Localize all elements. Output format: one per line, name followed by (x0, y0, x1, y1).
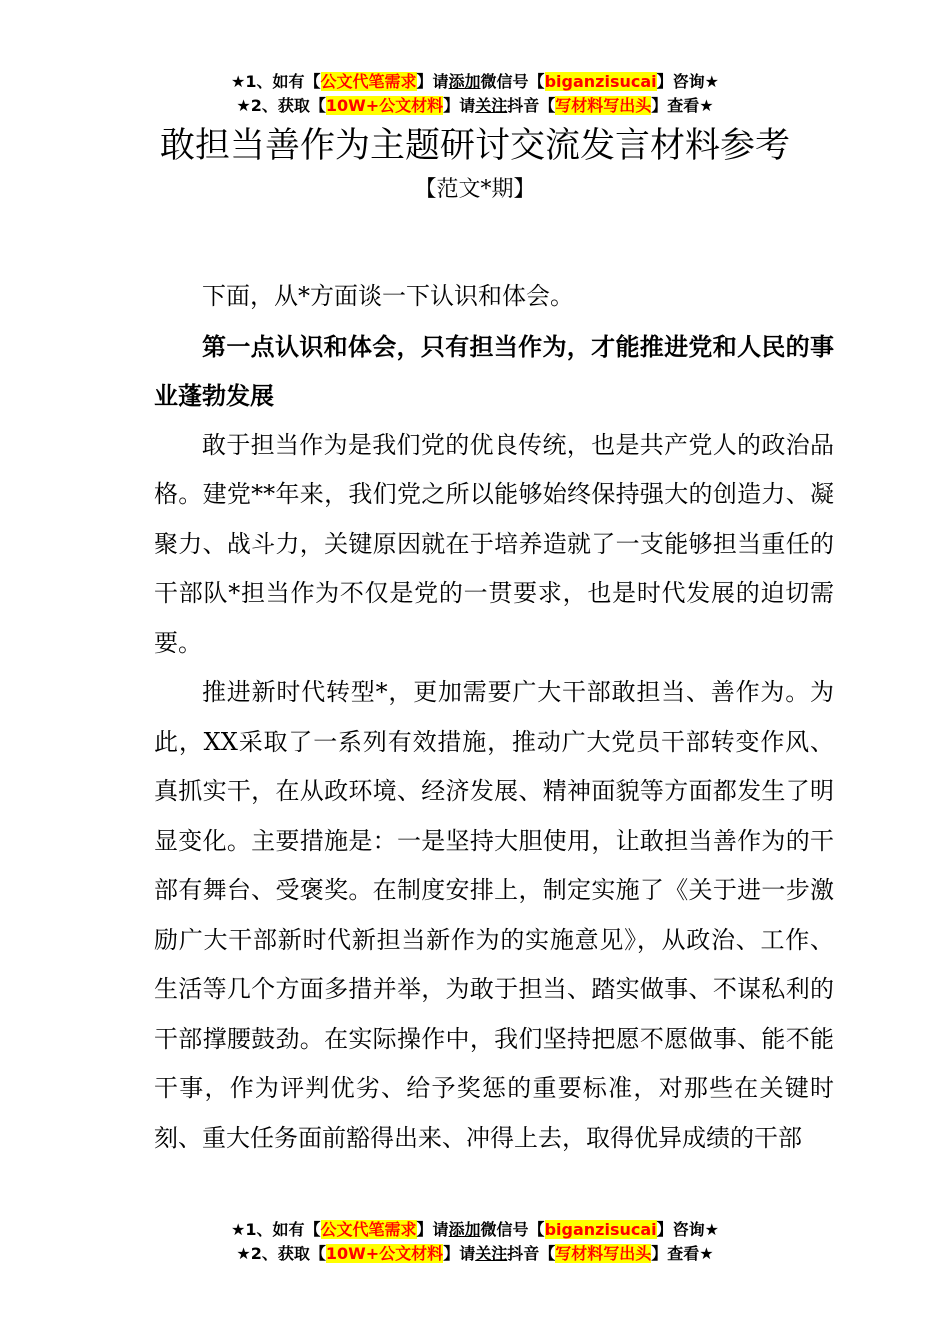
promo-line-2: ★2、获取【10W+公文材料】请关注抖音【写材料写出头】查看★ (236, 1244, 714, 1263)
document-title: 敢担当善作为主题研讨交流发言材料参考 (159, 126, 790, 166)
promo-underline: 添加 (448, 1220, 481, 1239)
promo-underline: 添加 (448, 72, 481, 91)
promo-douyin-id: 写材料写出头 (555, 96, 652, 115)
promo-underline: 关注 (475, 1244, 508, 1263)
promo-highlight: 公文代笔需求 (320, 72, 417, 91)
paragraph-intro: 下面，从*方面谈一下认识和体会。 (202, 282, 574, 310)
promo-underline: 关注 (475, 96, 508, 115)
paragraph: 推进新时代转型*，更加需要广大干部敢担当、善作为。为此，XX采取了一系列有效措施，推动广大党员干部转变作风、真抓实干，在从政环境、经济发展、精神面貌等方面都发生了明显变化。主要措施是：一是坚持大胆使用，让敢担当善作为的干部有舞台、受褒奖。在制度安排上，制定实施了《关于进一步激励广大干部新时代新担当新作为的实施意见》，从政治、工作、生活等几个方面多措并举，为敢于担当、踏实做事、不谋私利的干部撑腰鼓劲。在实际操作中，我们坚持把愿不愿做事、能不能干事，作为评判优劣、给予奖惩的重要标准，对那些在关键时刻、重大任务面前豁得出来、冲得上去，取得优异成绩的干部 (154, 678, 834, 1152)
promo-line-2: ★2、获取【10W+公文材料】请关注抖音【写材料写出头】查看★ (236, 96, 714, 115)
promo-footer (0, 1218, 950, 1266)
promo-wechat-id: biganzisucai (544, 72, 657, 91)
promo-line-1: ★1、如有【公文代笔需求】请添加微信号【biganzisucai】咨询★ (231, 1220, 719, 1239)
document-subtitle: 【范文*期】 (414, 177, 536, 202)
promo-douyin-id: 写材料写出头 (555, 1244, 652, 1263)
promo-highlight: 10W+公文材料 (325, 96, 444, 115)
promo-header (0, 70, 950, 118)
promo-highlight: 10W+公文材料 (325, 1244, 444, 1263)
promo-wechat-id: biganzisucai (544, 1220, 657, 1239)
promo-line-1: ★1、如有【公文代笔需求】请添加微信号【biganzisucai】咨询★ (231, 72, 719, 91)
section-heading: 第一点认识和体会，只有担当作为，才能推进党和人民的事业蓬勃发展 (154, 331, 834, 410)
promo-highlight: 公文代笔需求 (320, 1220, 417, 1239)
document-body (154, 272, 834, 1163)
paragraph: 敢于担当作为是我们党的优良传统，也是共产党人的政治品格。建党**年来，我们党之所以能够始终保持强大的创造力、凝聚力、战斗力，关键原因就在于培养造就了一支能够担当重任的干部队*担当作为不仅是党的一贯要求，也是时代发展的迫切需要。 (154, 430, 834, 657)
